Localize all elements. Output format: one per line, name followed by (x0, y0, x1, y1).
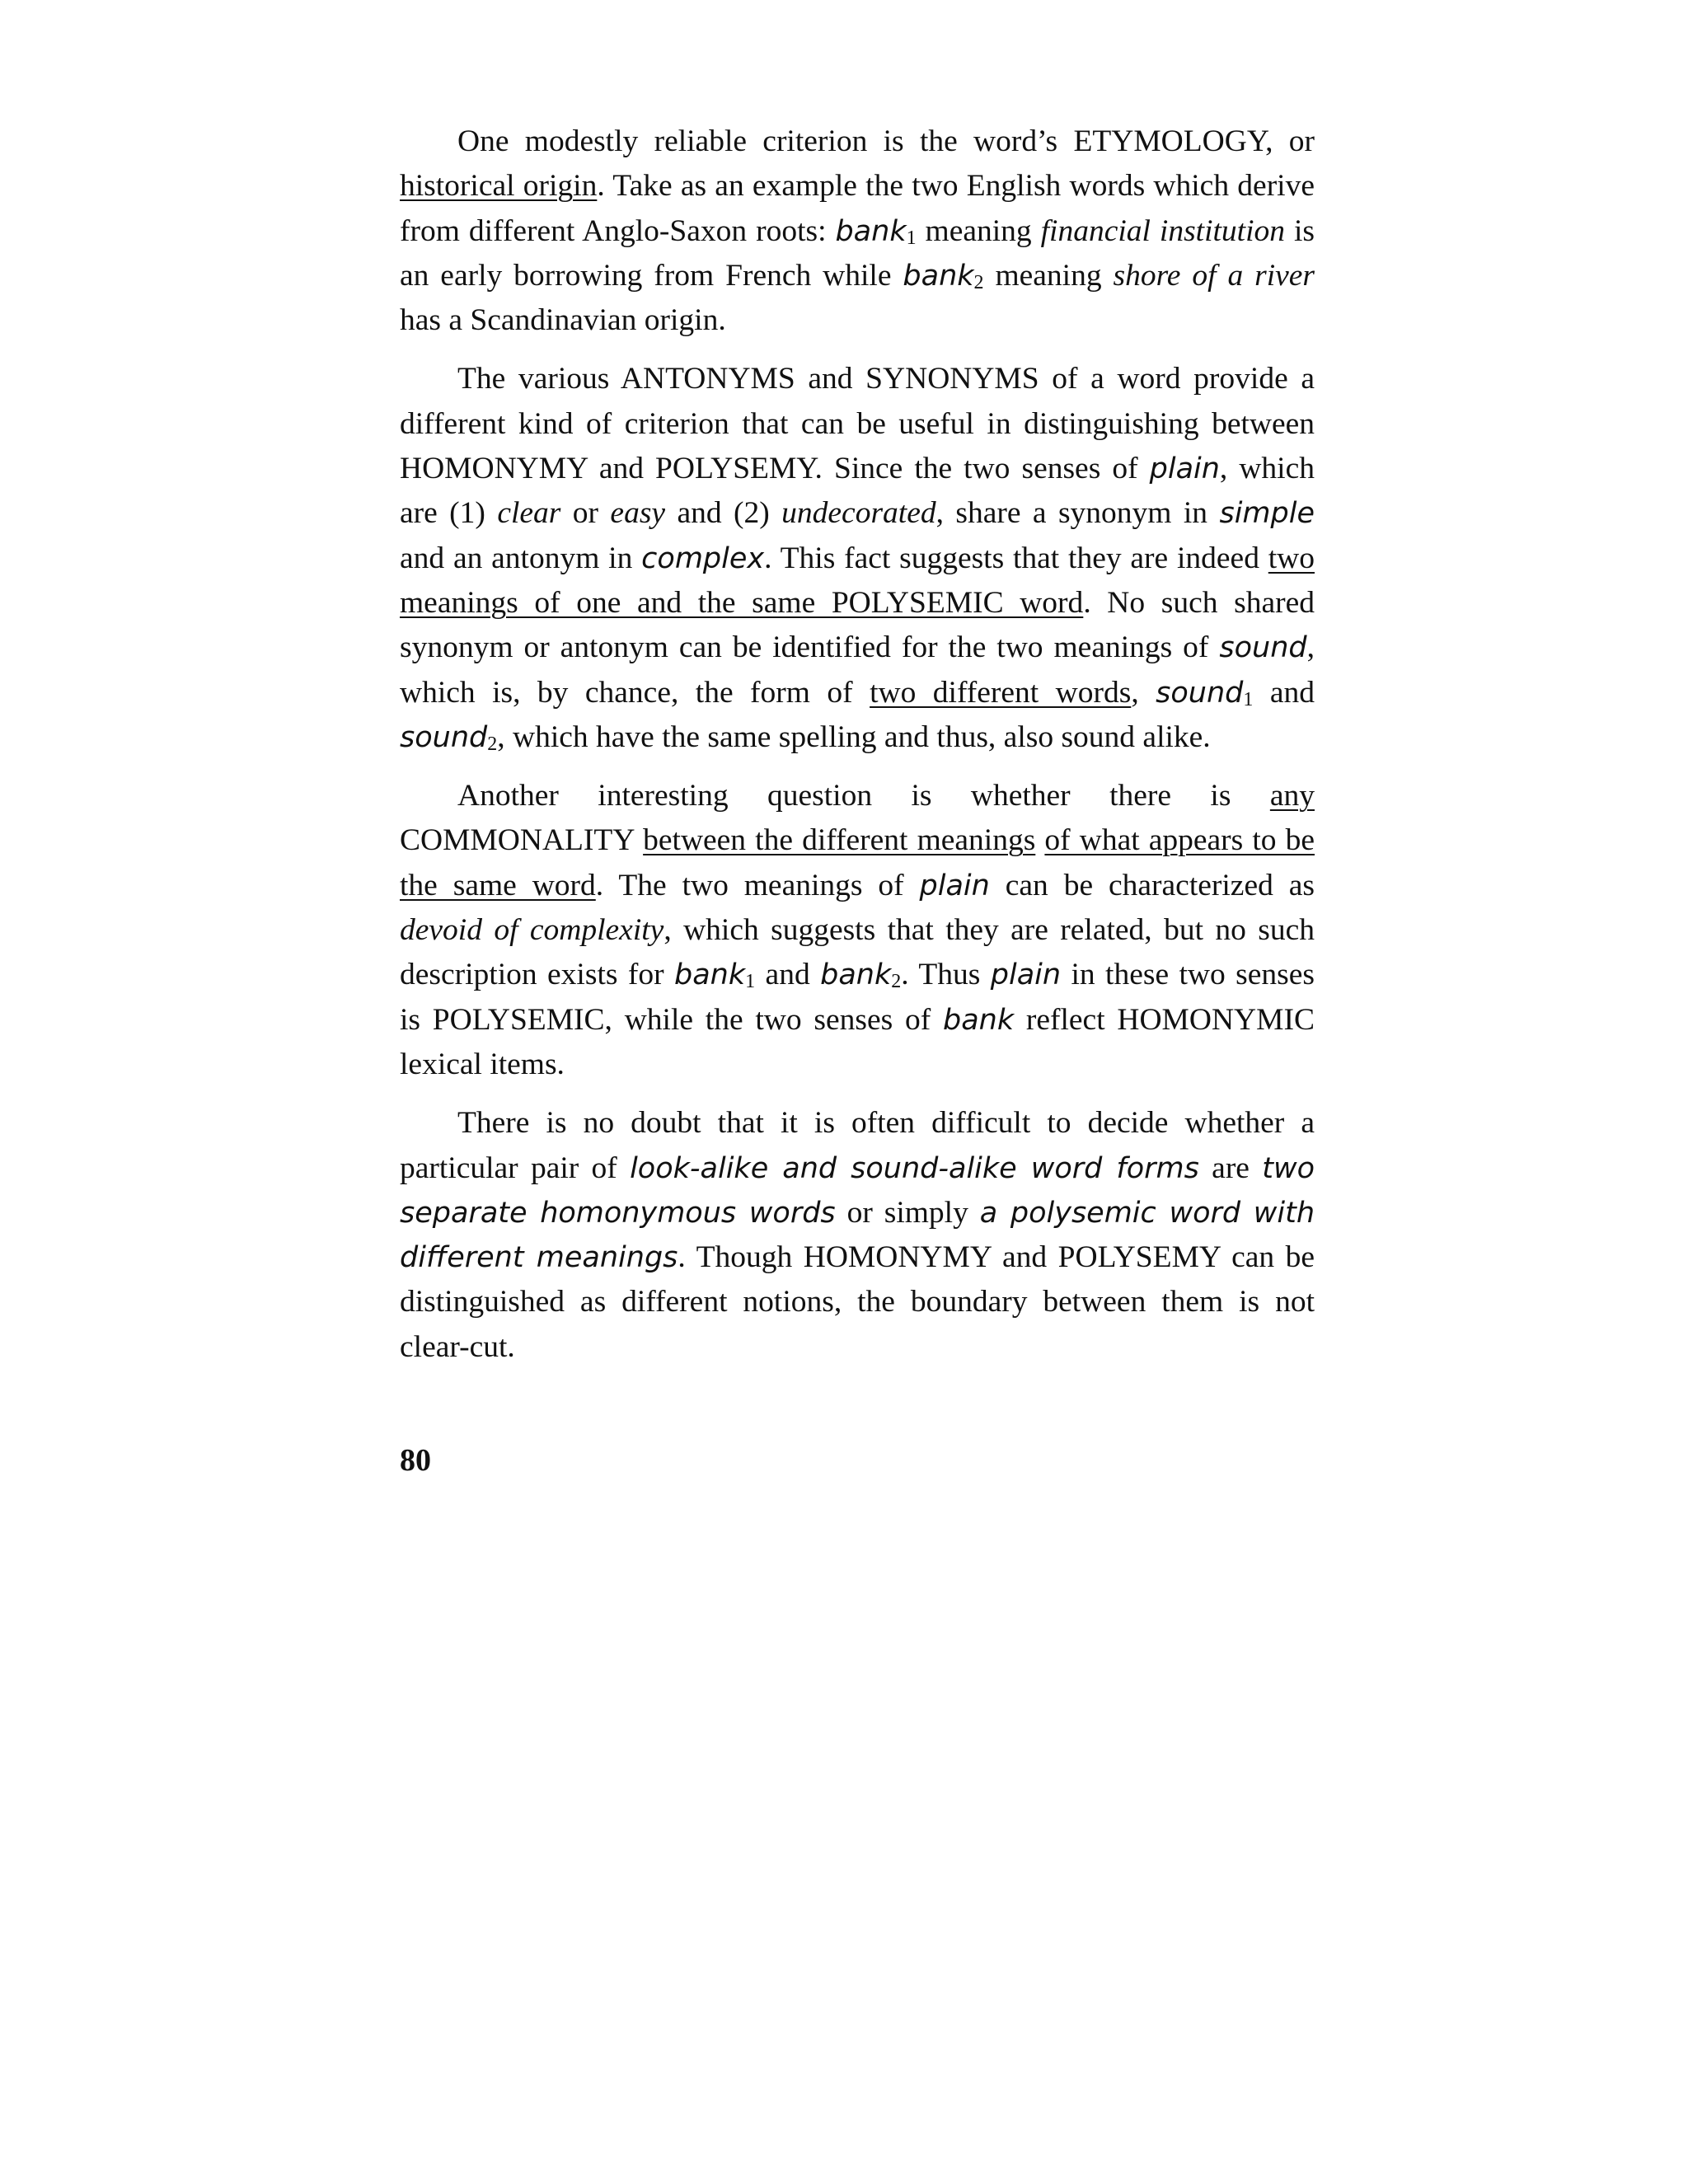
text-run: , which have the same spelling and thus, also sound alike. (497, 719, 1211, 754)
text-run: . The two meanings of (595, 868, 920, 902)
text-run: . Take as an example the two English words which derive from different Anglo-Saxon roots: (400, 169, 1315, 248)
subscript: 1 (1243, 688, 1254, 710)
example-word: complex (641, 541, 765, 575)
text-run: , (1131, 675, 1156, 710)
italic-text: clear (497, 496, 561, 531)
text-run: and (755, 958, 821, 992)
text-run: There is no doubt that it is often difficult to decide whether a particular pair of (400, 1106, 1315, 1185)
subscript: 2 (973, 271, 984, 293)
text-run: are (1198, 1151, 1263, 1185)
text-run: is an early borrowing from French while (400, 213, 1315, 293)
text-run: . Though HOMONYMY and POLYSEMY can be distinguished as different notions, the boundary between them is not clear-cut. (400, 1240, 1315, 1364)
text-run: has a Scandinavian origin. (400, 303, 726, 338)
text-run: COMMONALITY (400, 823, 644, 858)
text-run: , share a synonym in (935, 496, 1220, 531)
page-number: 80 (400, 1443, 431, 1478)
example-word: sound (1156, 676, 1244, 710)
example-word: plain (990, 958, 1062, 992)
text-run: . No such shared synonym or antonym can be identified for the two meanings of (400, 585, 1315, 665)
text-run: , which suggests that they are related, but no such description exists for (400, 913, 1315, 992)
text-run: and an antonym in (400, 541, 642, 575)
example-word: simple (1219, 497, 1315, 531)
example-word: two separate homonymous words (400, 1151, 1315, 1230)
paragraph-antonyms-synonyms (400, 357, 1315, 760)
paragraph-conclusion (400, 1101, 1315, 1370)
text-run (1035, 823, 1044, 857)
text-run: Another interesting question is whether there is (457, 779, 1270, 813)
example-word: sound (1219, 631, 1307, 665)
example-word: bank (942, 1003, 1015, 1037)
subscript: 2 (487, 733, 498, 755)
italic-text: easy (610, 496, 666, 531)
text-run: reflect HOMONYMIC lexical items. (400, 1002, 1315, 1081)
text-run: One modestly reliable criterion is the word’s ETYMOLOGY, or (457, 124, 1315, 158)
underlined-text: any (1269, 779, 1315, 813)
example-word: look-alike and sound-alike word forms (630, 1151, 1199, 1185)
text-run: can be characterized as (989, 868, 1315, 902)
subscript: 2 (891, 971, 902, 993)
text-run: and (2) (665, 496, 782, 531)
text-run: , which is, by chance, the form of (400, 630, 1315, 710)
text-run: in these two senses is POLYSEMIC, while the two senses of (400, 958, 1315, 1037)
subscript: 1 (745, 971, 756, 993)
text-run: and (1253, 675, 1315, 710)
example-word: a polysemic word with different meanings (400, 1196, 1315, 1275)
text-run: or simply (835, 1195, 980, 1230)
example-word: bank (674, 958, 746, 992)
italic-text: shore of a river (1113, 258, 1315, 293)
subscript: 1 (906, 227, 917, 249)
example-word: bank (820, 958, 892, 992)
text-run: meaning (916, 213, 1041, 248)
text-run: The various ANTONYMS and SYNONYMS of a word provide a different kind of criterion that can be useful in distinguishing between HOMONYMY and POLYSEMY. Since the two senses of (400, 362, 1315, 486)
example-word: bank (835, 214, 907, 248)
page-body (400, 120, 1315, 1384)
example-word: bank (903, 259, 974, 293)
example-word: sound (400, 720, 488, 754)
text-run: . This fact suggests that they are indeed (764, 541, 1268, 575)
example-word: plain (919, 869, 990, 902)
text-run: meaning (983, 258, 1114, 293)
italic-text: undecorated (781, 496, 936, 531)
italic-text: financial institution (1040, 213, 1286, 248)
text-run: . Thus (901, 958, 991, 992)
underlined-text: historical origin (400, 169, 598, 204)
text-run: or (560, 496, 611, 531)
paragraph-commonality (400, 774, 1315, 1087)
paragraph-etymology (400, 120, 1315, 343)
text-run: , which are (1) (400, 452, 1315, 531)
underlined-text: of what appears to be the same word (400, 823, 1315, 902)
underlined-text: between the different meanings (643, 823, 1036, 858)
italic-text: devoid of complexity (400, 913, 664, 948)
example-word: plain (1149, 452, 1220, 486)
underlined-text: two meanings of one and the same POLYSEMIC word (400, 541, 1315, 620)
underlined-text: two different words (870, 675, 1132, 710)
